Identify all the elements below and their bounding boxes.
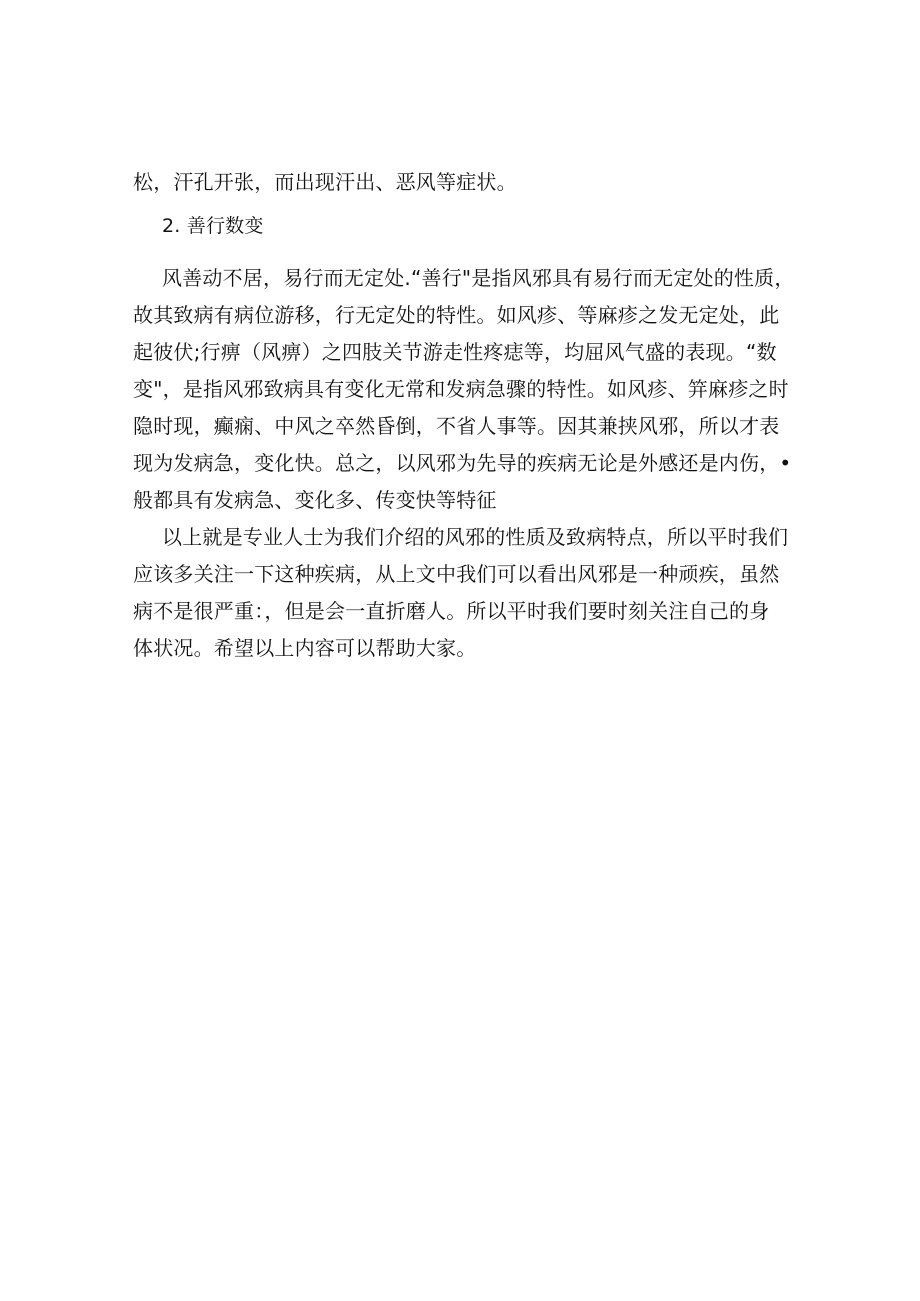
paragraph-line: 变"，是指风邪致病具有变化无常和发病急骤的特性。如风疹、笄麻疹之时 [133, 377, 789, 401]
paragraph-line: 般都具有发病急、变化多、传变快等特征 [133, 488, 497, 512]
paragraph-line: 故其致病有病位游移，行无定处的特性。如风疹、等麻疹之发无定处，此 [133, 303, 780, 327]
paragraph-line: 体状况。希望以上内容可以帮助大家。 [133, 636, 477, 660]
paragraph-line: 应该多关注一下这种疾病，从上文中我们可以看出风邪是一种顽疾，虽然 [133, 562, 780, 586]
paragraph-line: 隐时现，癫痫、中风之卒然昏倒，不省人事等。因其兼挟风邪，所以才表 [133, 414, 780, 438]
paragraph-line: 风善动不居，易行而无定处.“善行"是指风邪具有易行而无定处的性质， [162, 266, 795, 290]
paragraph-line: 起彼伏;行痹（风痹）之四肢关节游走性疼痣等，均屈风气盛的表现。“数 [133, 340, 777, 364]
paragraph-line: 以上就是专业人士为我们介绍的风邪的性质及致病特点，所以平时我们 [162, 525, 789, 549]
paragraph-line-continuation: 松，汗孔开张，而出现汗出、恶风等症状。 [133, 170, 517, 194]
paragraph-line: 病不是很严重：，但是会一直折磨人。所以平时我们要时刻关注自己的身 [133, 599, 770, 623]
section-heading: 2. 善行数变 [162, 215, 264, 237]
paragraph-line: 现为发病急，变化快。总之，以风邪为先导的疾病无论是外感还是内伤，• [133, 451, 792, 475]
